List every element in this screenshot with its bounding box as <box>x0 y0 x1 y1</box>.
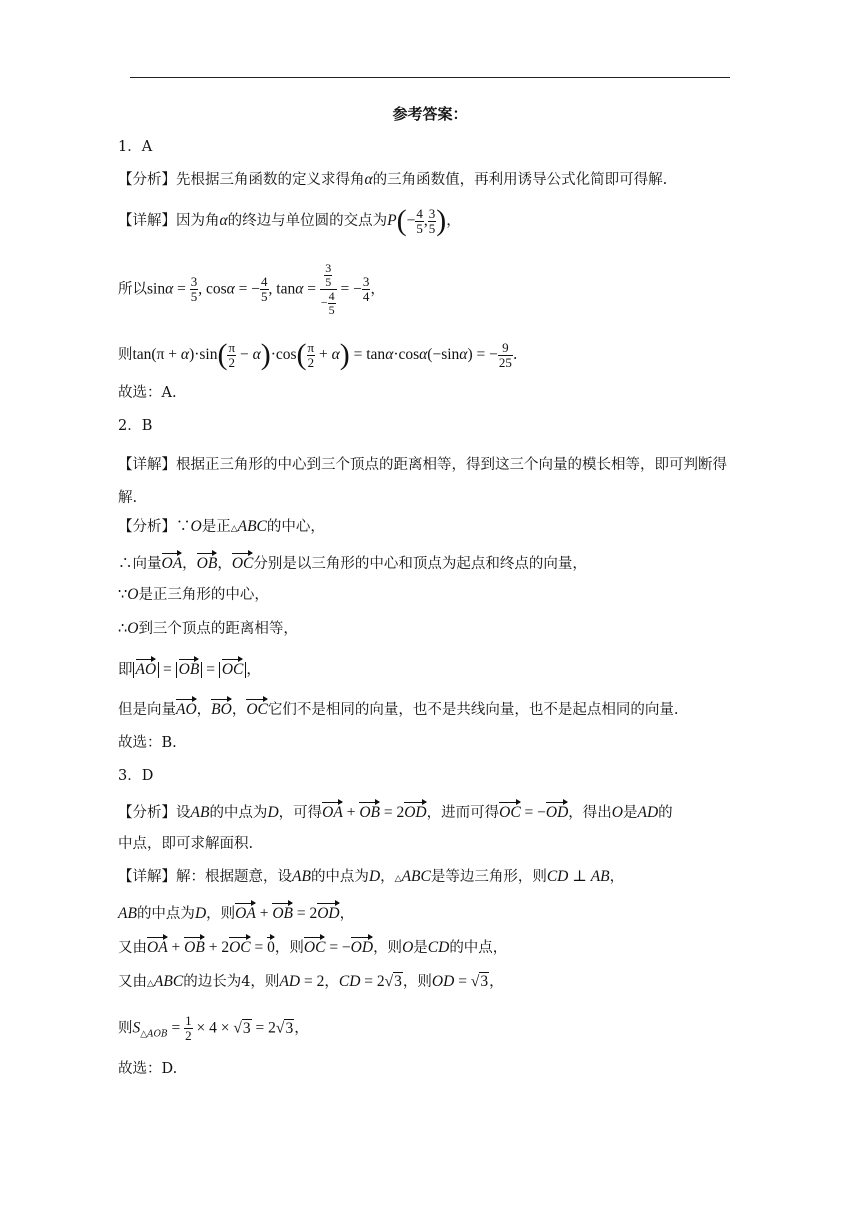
q3-line5: 则$S_{\triangle AOB}$ = $\frac{1}{2}$ × 4 × √3 = 2√3， <box>118 1013 309 1043</box>
q2-detail: 【详解】根据正三角形的中心到三个顶点的距离相等，得到这三个向量的模长相等，即可判断得解. <box>118 457 727 506</box>
q3-line1: 【详解】解：根据题意，设AB的中点为D，△ABC是等边三角形，则CD ⊥ AB， <box>118 868 625 885</box>
q1-simplify: 则tan(π + α)·sin( $\frac{\pi}{2}$ − α)·cos( $\frac{\pi}{2}$ + α) = tanα·cosα(−sinα) = − $\frac{9}{25}$ . <box>118 338 518 371</box>
q3-analysis: 【分析】设AB的中点为D，可得OA + OB = 2OD，进而可得OC = −OD，得出O是AD的 <box>118 800 673 823</box>
q1-detail: 【详解】因为角α的终边与单位圆的交点为P(− $\frac{4}{5}$ , $\frac{3}{5}$ )， <box>118 204 461 237</box>
q3-conclusion: 故选：D. <box>118 1061 178 1077</box>
q2-conclusion: 故选：B. <box>118 735 177 751</box>
q1-analysis: 【分析】先根据三角函数的定义求得角α的三角函数值，再利用诱导公式化简即可得解. <box>118 171 668 188</box>
q3-line2: AB的中点为D，则OA + OB = 2OD， <box>118 901 354 924</box>
q2-line5: 即 AO = OB = OC ， <box>118 657 261 680</box>
q3-number: 3．D <box>118 768 154 784</box>
q2-line3: ∵O是正三角形的中心， <box>118 586 269 603</box>
q3-line4: 又由△ABC的边长为4，则AD = 2，CD = 2√3，则OD = √3， <box>118 973 504 990</box>
q2-line2: ∴向量OA，OB，OC分别是以三角形的中心和顶点为起点和终点的向量， <box>118 551 587 574</box>
q2-line4: ∴O到三个顶点的距离相等， <box>118 620 298 637</box>
q2-number: 2．B <box>118 418 153 434</box>
q2-line6: 但是向量AO，BO，OC它们不是相同的向量，也不是共线向量，也不是起点相同的向量. <box>118 697 679 720</box>
q1-conclusion: 故选：A. <box>118 385 177 401</box>
q1-number: 1．A <box>118 139 153 155</box>
page-title: 参考答案： <box>392 105 468 123</box>
q3-analysis-cont: 中点，即可求解面积. <box>118 836 254 852</box>
q3-line3: 又由OA + OB + 2OC = 0，则OC = −OD，则O是CD的中点， <box>118 935 507 958</box>
q1-values: 所以sinα = $\frac{3}{5}$ , cosα = − $\frac{4}{5}$ , tanα = $\frac{3}{5}$ − $\frac{4}{5}$ = − $\frac{3}{4}$ ， <box>118 261 385 317</box>
q2-line1: 【分析】∵O是正△ABC的中心， <box>118 518 325 535</box>
header-rule <box>130 77 730 78</box>
